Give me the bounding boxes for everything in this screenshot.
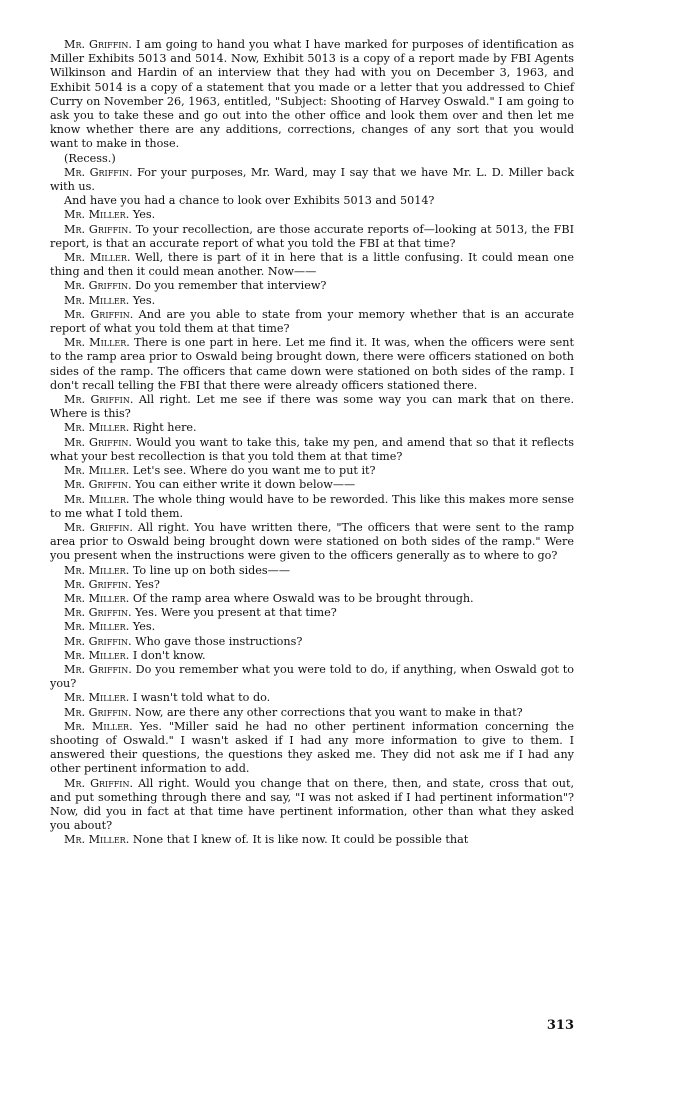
- speaker-label: Mr. Griffin.: [64, 606, 132, 620]
- paragraph-text: And are you able to state from your memory whether that is an accurate report of what you told them at that time?: [50, 307, 575, 336]
- speaker-label: Mr. Miller.: [64, 691, 130, 705]
- paragraph-14: [50, 436, 574, 464]
- paragraph-18: [50, 521, 574, 564]
- paragraph-22: [50, 606, 574, 620]
- paragraph-text: And have you had a chance to look over Exhibits 5013 and 5014?: [64, 194, 435, 208]
- speaker-label: Mr. Griffin.: [64, 165, 133, 179]
- paragraph-text: Yes. Were you present at that time?: [135, 606, 337, 620]
- paragraph-text: All right. Let me see if there was some way you can mark that on there. Where is this?: [50, 393, 575, 421]
- paragraph-text: (Recess.): [64, 151, 116, 165]
- paragraph-9: [50, 294, 574, 308]
- paragraph-16: [50, 478, 574, 492]
- speaker-label: Mr. Miller.: [64, 208, 130, 222]
- speaker-label: Mr. Miller.: [64, 591, 130, 605]
- speaker-label: Mr. Griffin.: [64, 776, 134, 790]
- paragraph-8: [50, 279, 574, 293]
- paragraph-21: [50, 592, 574, 606]
- speaker-label: Mr. Miller.: [64, 492, 130, 506]
- paragraph-23: [50, 620, 574, 634]
- paragraph-3: [50, 166, 574, 194]
- paragraph-4: [50, 194, 574, 208]
- paragraph-text: Would you want to take this, take my pen, and amend that so that it reflects what your best recollection is that you told them at that time?: [50, 435, 574, 463]
- speaker-label: Mr. Miller.: [64, 293, 130, 307]
- speaker-label: Mr. Griffin.: [64, 222, 132, 236]
- paragraph-30: [50, 777, 574, 834]
- speaker-label: Mr. Miller.: [64, 719, 133, 733]
- paragraph-24: [50, 635, 574, 649]
- speaker-label: Mr. Griffin.: [64, 662, 132, 676]
- paragraph-text: Yes?: [135, 577, 160, 591]
- speaker-label: Mr. Miller.: [64, 464, 130, 478]
- paragraph-text: I wasn't told what to do.: [132, 691, 271, 705]
- paragraph-text: Let's see. Where do you want me to put it?: [132, 464, 376, 478]
- paragraph-text: To your recollection, are those accurate reports of—looking at 5013, the FBI report, is that an accurate report of what you told the FBI at that time?: [50, 222, 574, 250]
- paragraph-5: [50, 208, 574, 222]
- paragraph-17: [50, 493, 574, 521]
- paragraph-6: [50, 223, 574, 251]
- speaker-label: Mr. Miller.: [64, 563, 130, 577]
- paragraph-7: [50, 251, 574, 279]
- paragraph-text: Yes. "Miller said he had no other pertinent information concerning the shooting of Oswald." I wasn't asked if I had any more information to give to them. I answered their questions, the questions they asked me. They did not ask me if I had any other pertinent information to add.: [50, 719, 574, 776]
- paragraph-28: [50, 706, 574, 720]
- paragraph-text: Well, there is part of it in here that is a little confusing. It could mean one thing and then it could mean another. Now——: [50, 251, 574, 279]
- speaker-label: Mr. Miller.: [64, 251, 131, 265]
- paragraph-1: [50, 38, 574, 152]
- speaker-label: Mr. Griffin.: [64, 38, 132, 51]
- paragraph-text: To line up on both sides——: [132, 563, 291, 577]
- paragraph-25: [50, 649, 574, 663]
- speaker-label: Mr. Griffin.: [64, 478, 132, 492]
- speaker-label: Mr. Miller.: [64, 620, 130, 634]
- speaker-label: Mr. Griffin.: [64, 705, 132, 719]
- speaker-label: Mr. Griffin.: [64, 577, 132, 591]
- paragraph-text: None that I knew of. It is like now. It could be possible that: [132, 833, 469, 847]
- paragraph-26: [50, 663, 574, 691]
- paragraph-text: Yes.: [132, 208, 156, 222]
- paragraph-text: For your purposes, Mr. Ward, may I say that we have Mr. L. D. Miller back with us.: [50, 165, 575, 194]
- transcript-body: [50, 38, 574, 848]
- speaker-label: Mr. Griffin.: [64, 307, 134, 321]
- paragraph-text: Yes.: [132, 293, 156, 307]
- paragraph-text: I am going to hand you what I have marked for purposes of identification as Miller Exhibits 5013 and 5014. Now, Exhibit 5013 is a copy of a report made by FBI Agents Wilkinson and Hardin of an interview that they had with you on December 3, 1963, and Exhibit 5014 is a copy of a statement that you made or a letter that you addressed to Chief Curry on November 26, 1963, entitled, "Subject: Shooting of Harvey Oswald." I am going to ask you to take these and go out into the other office and look them over and then let me know whether there are any additions, corrections, changes of any sort that you would want to make in those.: [50, 38, 574, 151]
- speaker-label: Mr. Miller.: [64, 421, 130, 435]
- paragraph-15: [50, 464, 574, 478]
- paragraph-text: You can either write it down below——: [135, 478, 356, 492]
- paragraph-19: [50, 564, 574, 578]
- paragraph-text: There is one part in here. Let me find it. It was, when the officers were sent to the ramp area prior to Oswald being brought down, there were officers stationed on both sides of the ramp. The officers that came down were stationed on both sides of the ramp. I don't recall telling the FBI that there were already officers stationed there.: [50, 336, 574, 392]
- paragraph-text: Yes.: [132, 620, 156, 634]
- paragraph-text: All right. You have written there, "The officers that were sent to the ramp area prior to Oswald being brought down were stationed on both sides of the ramp." Were you present when the instructions were given to the officers generally as to where to go?: [50, 520, 574, 563]
- speaker-label: Mr. Griffin.: [64, 279, 132, 293]
- speaker-label: Mr. Miller.: [64, 648, 130, 662]
- speaker-label: Mr. Griffin.: [64, 393, 134, 407]
- paragraph-31: [50, 833, 574, 847]
- paragraph-text: Of the ramp area where Oswald was to be brought through.: [132, 591, 474, 605]
- speaker-label: Mr. Griffin.: [64, 520, 133, 534]
- paragraph-20: [50, 578, 574, 592]
- speaker-label: Mr. Miller.: [64, 336, 130, 350]
- paragraph-text: All right. Would you change that on there, then, and state, cross that out, and put something through there and say, "I was not asked if I had pertinent information"? Now, did you in fact at that time have pertinent information, other than what they asked you about?: [50, 776, 574, 833]
- speaker-label: Mr. Miller.: [64, 833, 130, 847]
- speaker-label: Mr. Griffin.: [64, 435, 132, 449]
- paragraph-12: [50, 393, 574, 421]
- paragraph-text: The whole thing would have to be reworded. This like this makes more sense to me what I told them.: [50, 492, 574, 520]
- paragraph-29: [50, 720, 574, 777]
- paragraph-text: Right here.: [132, 421, 197, 435]
- paragraph-text: Who gave those instructions?: [135, 634, 303, 648]
- paragraph-10: [50, 308, 574, 336]
- paragraph-11: [50, 336, 574, 393]
- paragraph-text: Now, are there any other corrections that you want to make in that?: [135, 705, 523, 719]
- paragraph-27: [50, 691, 574, 705]
- paragraph-text: Do you remember that interview?: [135, 279, 327, 293]
- paragraph-text: Do you remember what you were told to do, if anything, when Oswald got to you?: [50, 662, 575, 691]
- speaker-label: Mr. Griffin.: [64, 634, 132, 648]
- page-number: 313: [546, 1018, 574, 1033]
- paragraph-13: [50, 421, 574, 435]
- paragraph-text: I don't know.: [132, 648, 206, 662]
- paragraph-2: [50, 152, 574, 166]
